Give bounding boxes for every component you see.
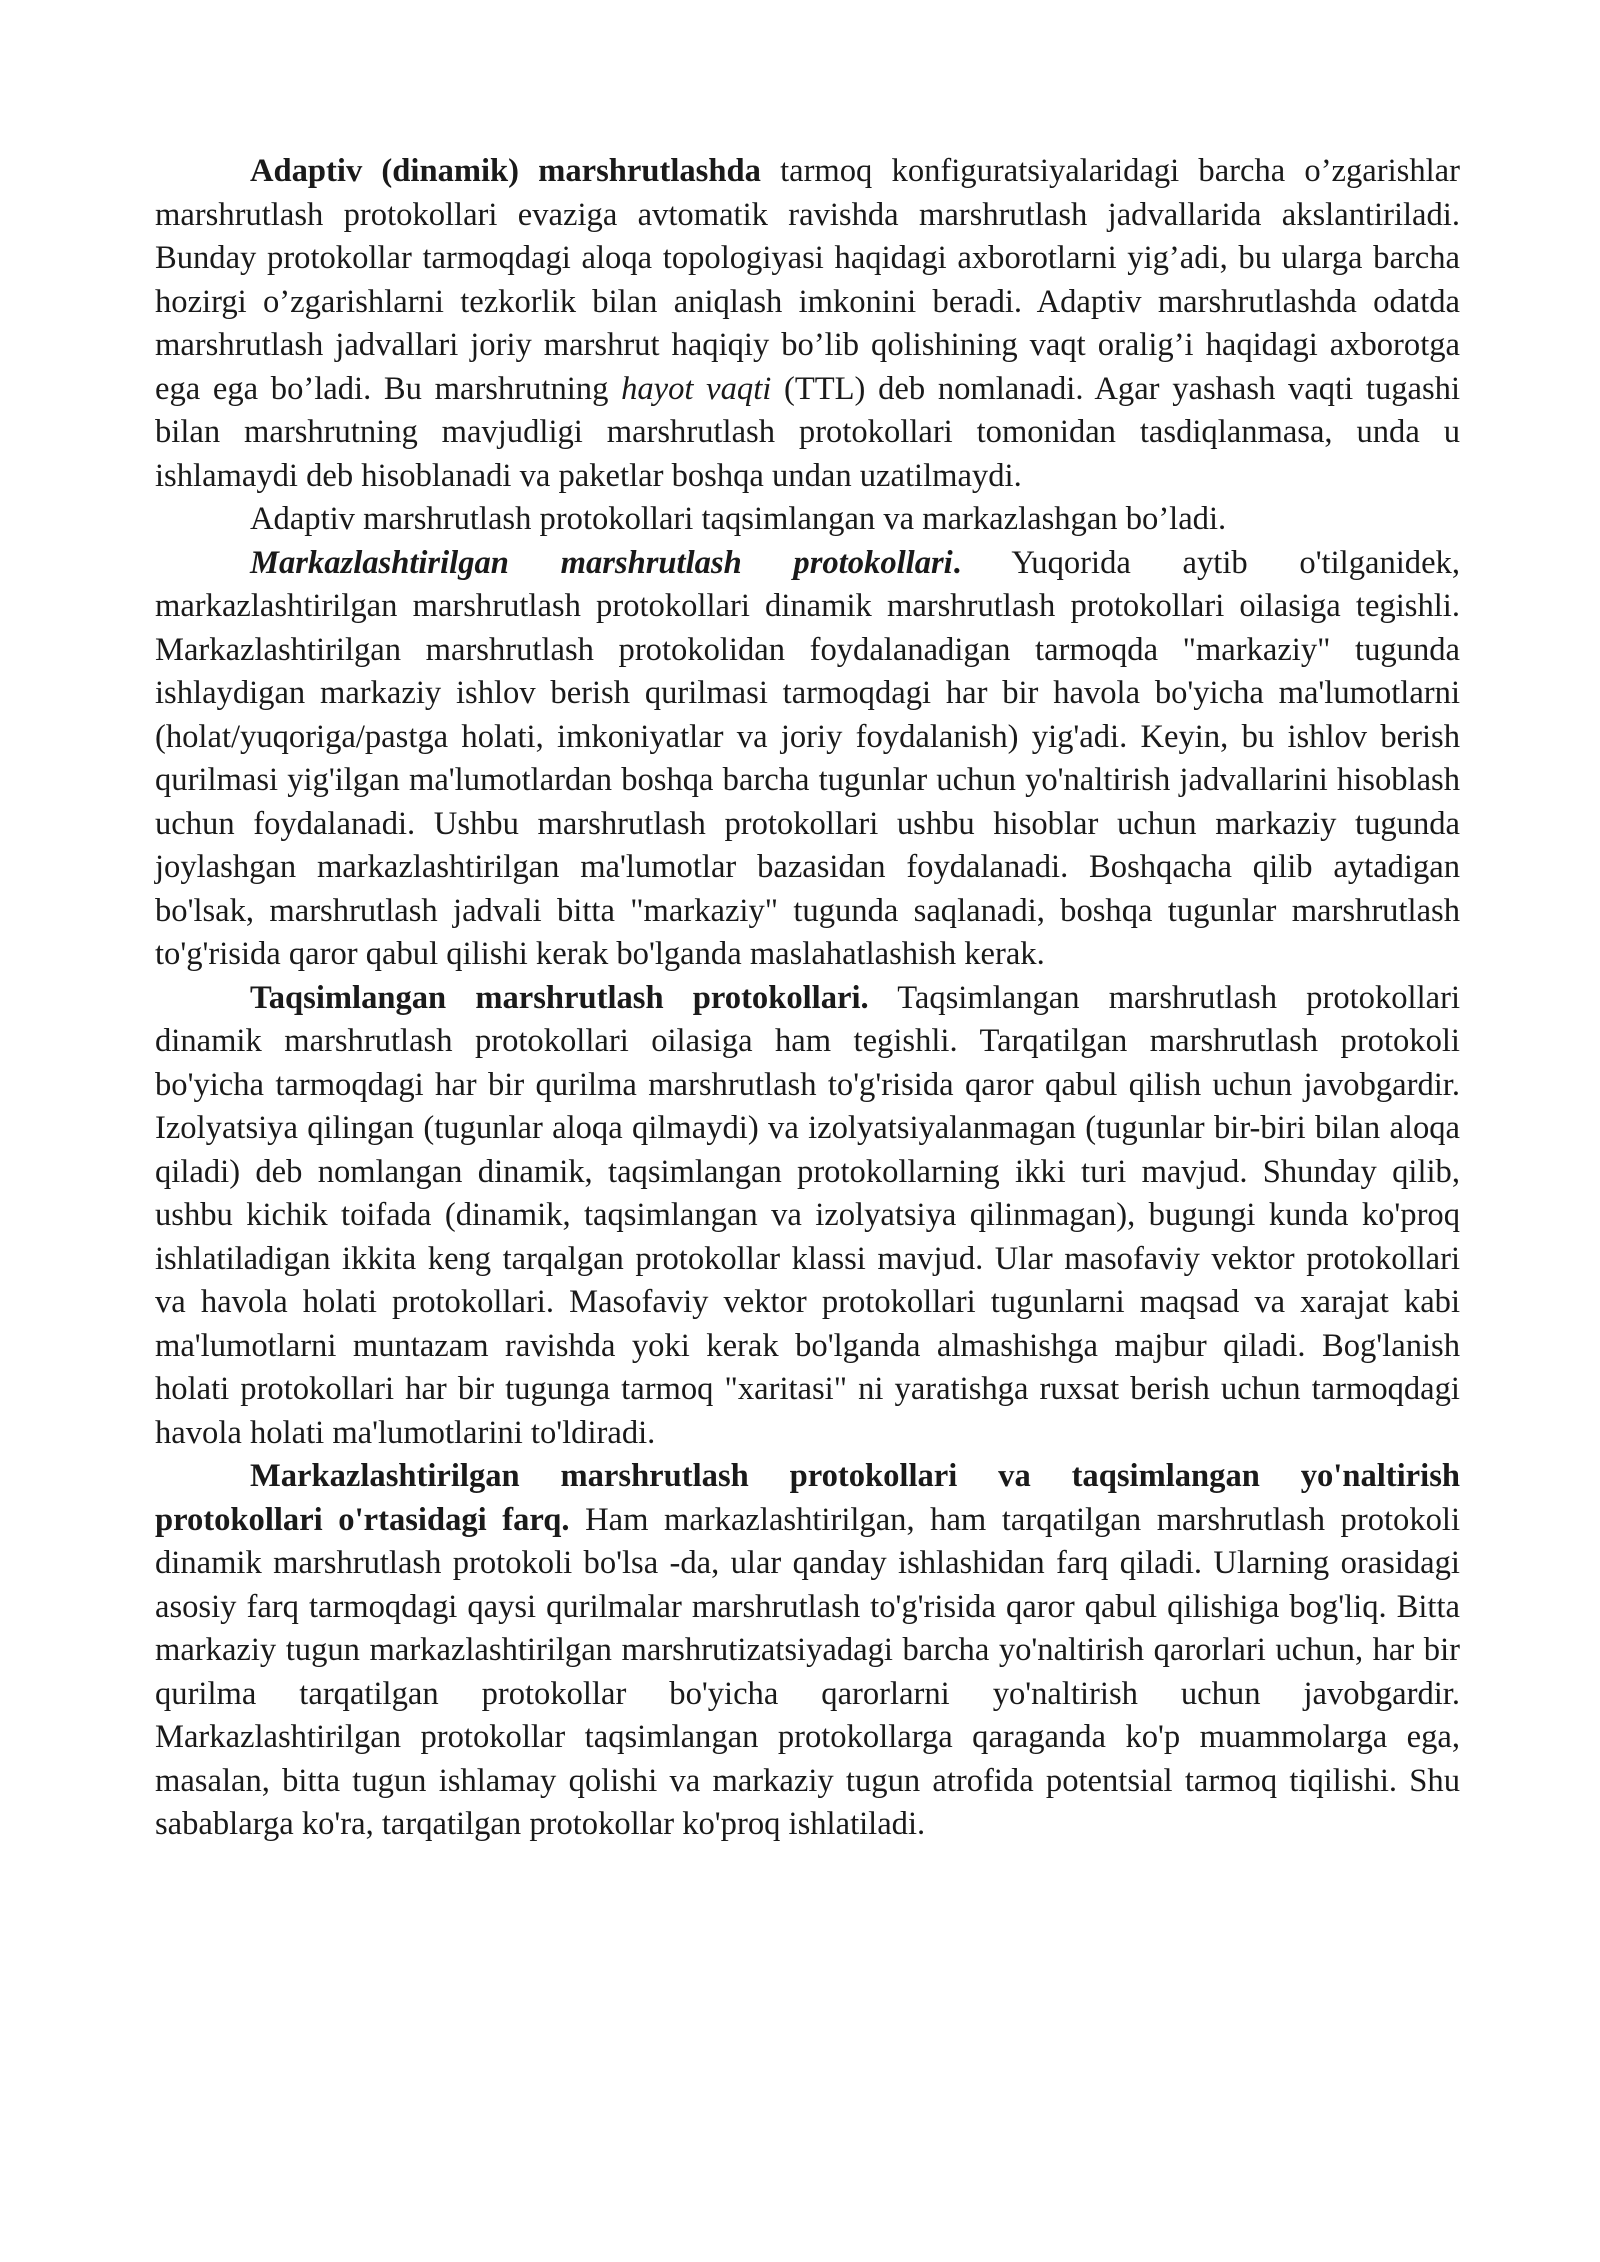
paragraph-text: Ham markazlashtirilgan, ham tarqatilgan marshrutlash protokoli dinamik marshrutlash protokoli bo'lsa -da, ular qanday ishlashidan farq qiladi. Ularning orasidagi asosiy farq tarmoqdagi qaysi qurilmalar marshrutlash to'g'risida qaror qabul qilishiga bog'liq. Bitta markaziy tugun markazlashtirilgan marshrutizatsiyadagi barcha yo'naltirish qarorlari uchun, har bir qurilma tarqatilgan protokollar bo'yicha qarorlarni yo'naltirish uchun javobgardir. Markazlashtirilgan protokollar taqsimlangan protokollarga qaraganda ko'p muammolarga ega, masalan, bitta tugun ishlamay qolishi va markaziy tugun atrofida potentsial tarmoq tiqilishi. Shu sabablarga ko'ra, tarqatilgan protokollar ko'proq ishlatiladi. xyxy=(155,1501,1461,1842)
paragraph-protocol-types xyxy=(155,498,1460,542)
paragraph-text: Taqsimlangan marshrutlash protokollari dinamik marshrutlash protokollari oilasiga ham tegishli. Tarqatilgan marshrutlash protokoli bo'yicha tarmoqdagi har bir qurilma marshrutlash to'g'risida qaror qabul qilish uchun javobgardir. Izolyatsiya qilingan (tugunlar aloqa qilmaydi) va izolyatsiyalanmagan (tugunlar bir-biri bilan aloqa qiladi) deb nomlangan dinamik, taqsimlangan protokollarning ikki turi mavjud. Shunday qilib, ushbu kichik toifada (dinamik, taqsimlangan va izolyatsiya qilinmagan), bugungi kunda ko'proq ishlatiladigan ikkita keng tarqalgan protokollar klassi mavjud. Ular masofaviy vektor protokollari va havola holati protokollari. Masofaviy vektor protokollari tugunlarni maqsad va xarajat kabi ma'lumotlarni muntazam ravishda yoki kerak bo'lganda almashishga majbur qiladi. Bog'lanish holati protokollari har bir tugunga tarmoq "xaritasi" ni yaratishga ruxsat berish uchun tarmoqdagi havola holati ma'lumotlarini to'ldiradi. xyxy=(155,979,1460,1451)
paragraph-difference xyxy=(155,1455,1460,1847)
paragraph-heading: Adaptiv (dinamik) marshrutlashda xyxy=(250,153,761,189)
paragraph-centralized-protocols xyxy=(155,542,1460,977)
paragraph-heading: Markazlashtirilgan marshrutlash protokollari xyxy=(250,544,953,581)
paragraph-text: Adaptiv marshrutlash protokollari taqsimlangan va markazlashgan bo’ladi. xyxy=(250,501,1227,537)
italic-term: hayot vaqti xyxy=(621,370,772,407)
paragraph-text: Yuqorida aytib o'tilganidek, markazlashtirilgan marshrutlash protokollari dinamik marshrutlash protokollari oilasiga tegishli. Markazlashtirilgan marshrutlash protokolidan foydalanadigan tarmoqda "markaziy" tugunda ishlaydigan markaziy ishlov berish qurilmasi tarmoqdagi har bir havola bo'yicha ma'lumotlarni (holat/yuqoriga/pastga holati, imkoniyatlar va joriy foydalanish) yig'adi. Keyin, bu ishlov berish qurilmasi yig'ilgan ma'lumotlardan boshqa barcha tugunlar uchun yo'naltirish jadvallarini hisoblash uchun foydalanadi. Ushbu marshrutlash protokollari ushbu hisoblar uchun markaziy tugunda joylashgan markazlashtirilgan ma'lumotlar bazasidan foydalanadi. Boshqacha qilib aytadigan bo'lsak, marshrutlash jadvali bitta "markaziy" tugunda saqlanadi, boshqa tugunlar marshrutlash to'g'risida qaror qabul qilishi kerak bo'lganda maslahatlashish kerak. xyxy=(155,544,1460,972)
paragraph-heading: Markazlashtirilgan marshrutlash protokollari va taqsimlangan yo'naltirish protokollari o'rtasidagi farq. xyxy=(155,1458,1460,1538)
paragraph-text: tarmoq konfiguratsiyalaridagi barcha o’zgarishlar marshrutlash protokollari evaziga avtomatik ravishda marshrutlash jadvallarida akslantiriladi. Bunday protokollar tarmoqdagi aloqa topologiyasi haqidagi axborotlarni yig’adi, bu ularga barcha hozirgi o’zgarishlarni tezkorlik bilan aniqlash imkonini beradi. Adaptiv marshrutlashda odatda marshrutlash jadvallari joriy marshrut haqiqiy bo’lib qolishining vaqt oralig’i haqidagi axborotga ega ega bo’ladi. Bu marshrutning xyxy=(155,153,1460,407)
paragraph-distributed-protocols xyxy=(155,977,1460,1456)
document-page xyxy=(155,150,1460,1847)
paragraph-text: (TTL) deb nomlanadi. Agar yashash vaqti tugashi bilan marshrutning mavjudligi marshrutlash protokollari tomonidan tasdiqlanmasa, unda u ishlamaydi deb hisoblanadi va paketlar boshqa undan uzatilmaydi. xyxy=(155,370,1460,494)
paragraph-heading: Taqsimlangan marshrutlash protokollari. xyxy=(250,979,869,1016)
paragraph-heading-end: . xyxy=(952,544,961,581)
paragraph-adaptive-routing xyxy=(155,150,1460,498)
